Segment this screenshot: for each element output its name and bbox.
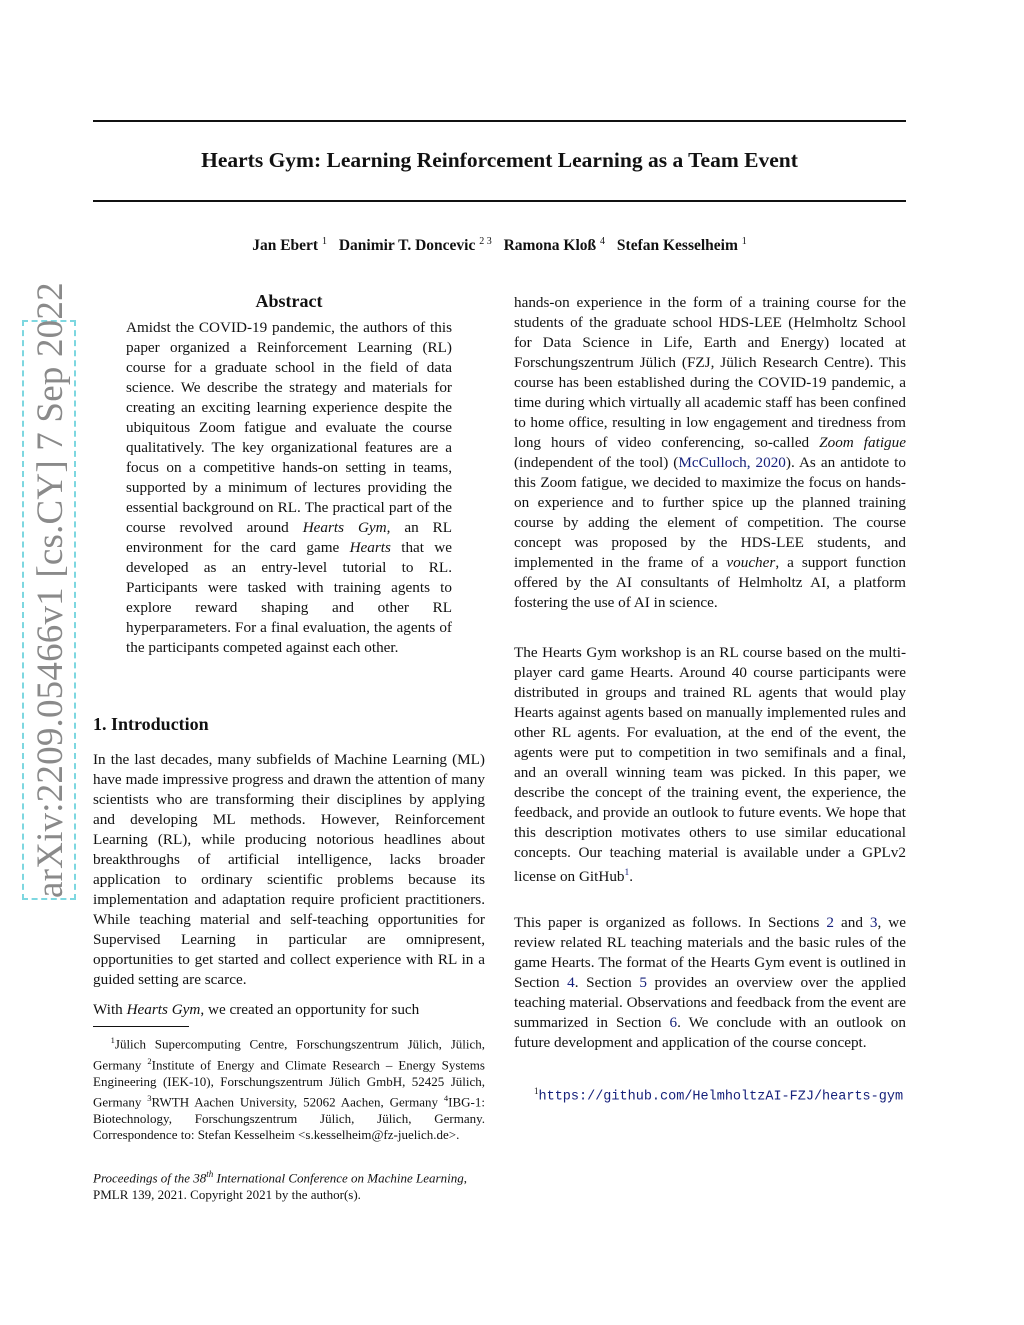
section-ref-link[interactable]: 4 [567,974,575,991]
abstract-heading: Abstract [255,291,323,311]
right-paragraph-2: The Hearts Gym workshop is an RL course based on the multi-player card game Hearts. Around 40 course participants were distributed in groups and trained RL agents that would play Hearts against agents based on manually implemented rules and other RL agents. For evaluation, at the end of the event, the agents were put to competition in two semifinals and a final, and an overall winning team was picked. In this paper, we describe the concept of the training event, the experience, the feedback, and provide an outlook to future events. We hope that this description motivates others to use similar educational concepts. Our teaching material is available under a GPLv2 license on GitHub$^1$. [514,644,906,886]
title-top-rule [93,120,906,122]
arxiv-side-label: arXiv:2209.05466v1 [cs.CY] 7 Sep 2022 [22,320,76,900]
proceedings-note: Proceedings of the 38th International Conference on Machine Learning, PMLR 139, 2021. Copyright 2021 by the author(s). [93,1169,467,1202]
author: Stefan Kesselheim $^1$ [616,236,747,255]
footnote-rule [93,1026,189,1027]
section-ref-link[interactable]: 6 [669,1014,678,1031]
section-ref-link[interactable]: 3 [869,914,878,931]
github-url-link[interactable]: https://github.com/HelmholtzAI-FZJ/hearts-gym [538,1089,904,1105]
section-heading-introduction: 1. Introduction [93,714,209,734]
author: Jan Ebert $^1$ [252,236,327,255]
intro-paragraph: In the last decades, many subfields of Machine Learning (ML) have made impressive progress and drawn the attention of many scientists who are transforming their disciplines by applying and developing ML methods. However, Reinforcement Learning (RL), while producing notorious headlines about breakthroughs of artificial intelligence, lacks broader application to ordinary scientific problems because its implementation and adaptation require proficient practitioners. While teaching material and self-teaching opportunities for Supervised Learning in particular are omnipresent, opportunities to get started and collect experience with RL in a guided setting are scarce. [93,751,485,988]
title-bottom-rule [93,200,906,202]
author: Danimir T. Doncevic $^{2 3}$ [338,236,492,255]
author-list [93,236,906,255]
author: Ramona Kloß $^4$ [503,236,606,255]
right-paragraph-1: hands-on experience in the form of a training course for the students of the graduate school HDS-LEE (Helmholtz School for Data Science in Life, Earth and Energy) located at Forschungszentrum Jülich (FZJ, Jülich Research Centre). This course has been established during the COVID-19 pandemic, a time during which virtually all academic staff has been confined to home office, resulting in low engagement and tiredness from long hours of video conferencing, so-called Zoom fatigue (independent of the tool) (McCulloch, 2020). As an antidote to this Zoom fatigue, we decided to maximize the focus on hands-on experience and to further spice up the planned training course by adding the element of competition. The course concept was proposed by the HDS-LEE students, and implemented in the frame of a voucher, a support function offered by the AI consultants of Helmholtz AI, a platform fostering the use of AI in science. [514,294,906,611]
section-ref-link[interactable]: 5 [639,974,647,991]
right-paragraph-3: This paper is organized as follows. In Sections 2 and 3, we review related RL teaching materials and the basic rules of the game Hearts. The format of the Hearts Gym event is outlined in Section 4. Section 5 provides an overview over the applied teaching material. Observations and feedback from the event are summarized in Section 6. We conclude with an outlook on future development and application of the course concept. [514,914,906,1051]
paper-title: Hearts Gym: Learning Reinforcement Learning as a Team Event [201,148,798,172]
citation-link[interactable]: McCulloch, 2020 [678,454,786,471]
footnote-link[interactable]: 1 [624,868,630,878]
intro-paragraph-continued: With Hearts Gym, we created an opportunity for such [93,1001,420,1018]
affiliations-footnote: $^1$Jülich Supercomputing Centre, Forschungszentrum Jülich, Jülich, Germany $^2$Institute of Energy and Climate Research – Energy Systems Engineering (IEK-10), Forschungszentrum Jülich GmbH, 52425 Jülich, Germany $^3$RWTH Aachen University, 52062 Aachen, Germany $^4$IBG-1: Biotechnology, Forschungszentrum Jülich, Jülich, Germany. Correspondence to: Stefan Kesselheim <s.kesselheim@fz-juelich.de>. [93,1035,485,1143]
abstract-body: Amidst the COVID-19 pandemic, the authors of this paper organized a Reinforcement Learning (RL) course for a graduate school in the field of data science. We describe the strategy and materials for creating an exciting learning experience despite the ubiquitous Zoom fatigue and evaluate the course qualitatively. The key organizational features are a focus on a competitive hands-on setting in teams, supported by a minimum of lectures providing the essential background on RL. The practical part of the course revolved around Hearts Gym, an RL environment for the card game Hearts that we developed as an entry-level tutorial to RL. Participants were tasked with training agents to explore reward shaping and other RL hyperparameters. For a final evaluation, the agents of the participants competed against each other. [126,319,453,656]
github-url-footnote: $^1$https://github.com/HelmholtzAI-FZJ/hearts-gym [534,1086,904,1105]
section-ref-link[interactable]: 2 [826,914,835,931]
